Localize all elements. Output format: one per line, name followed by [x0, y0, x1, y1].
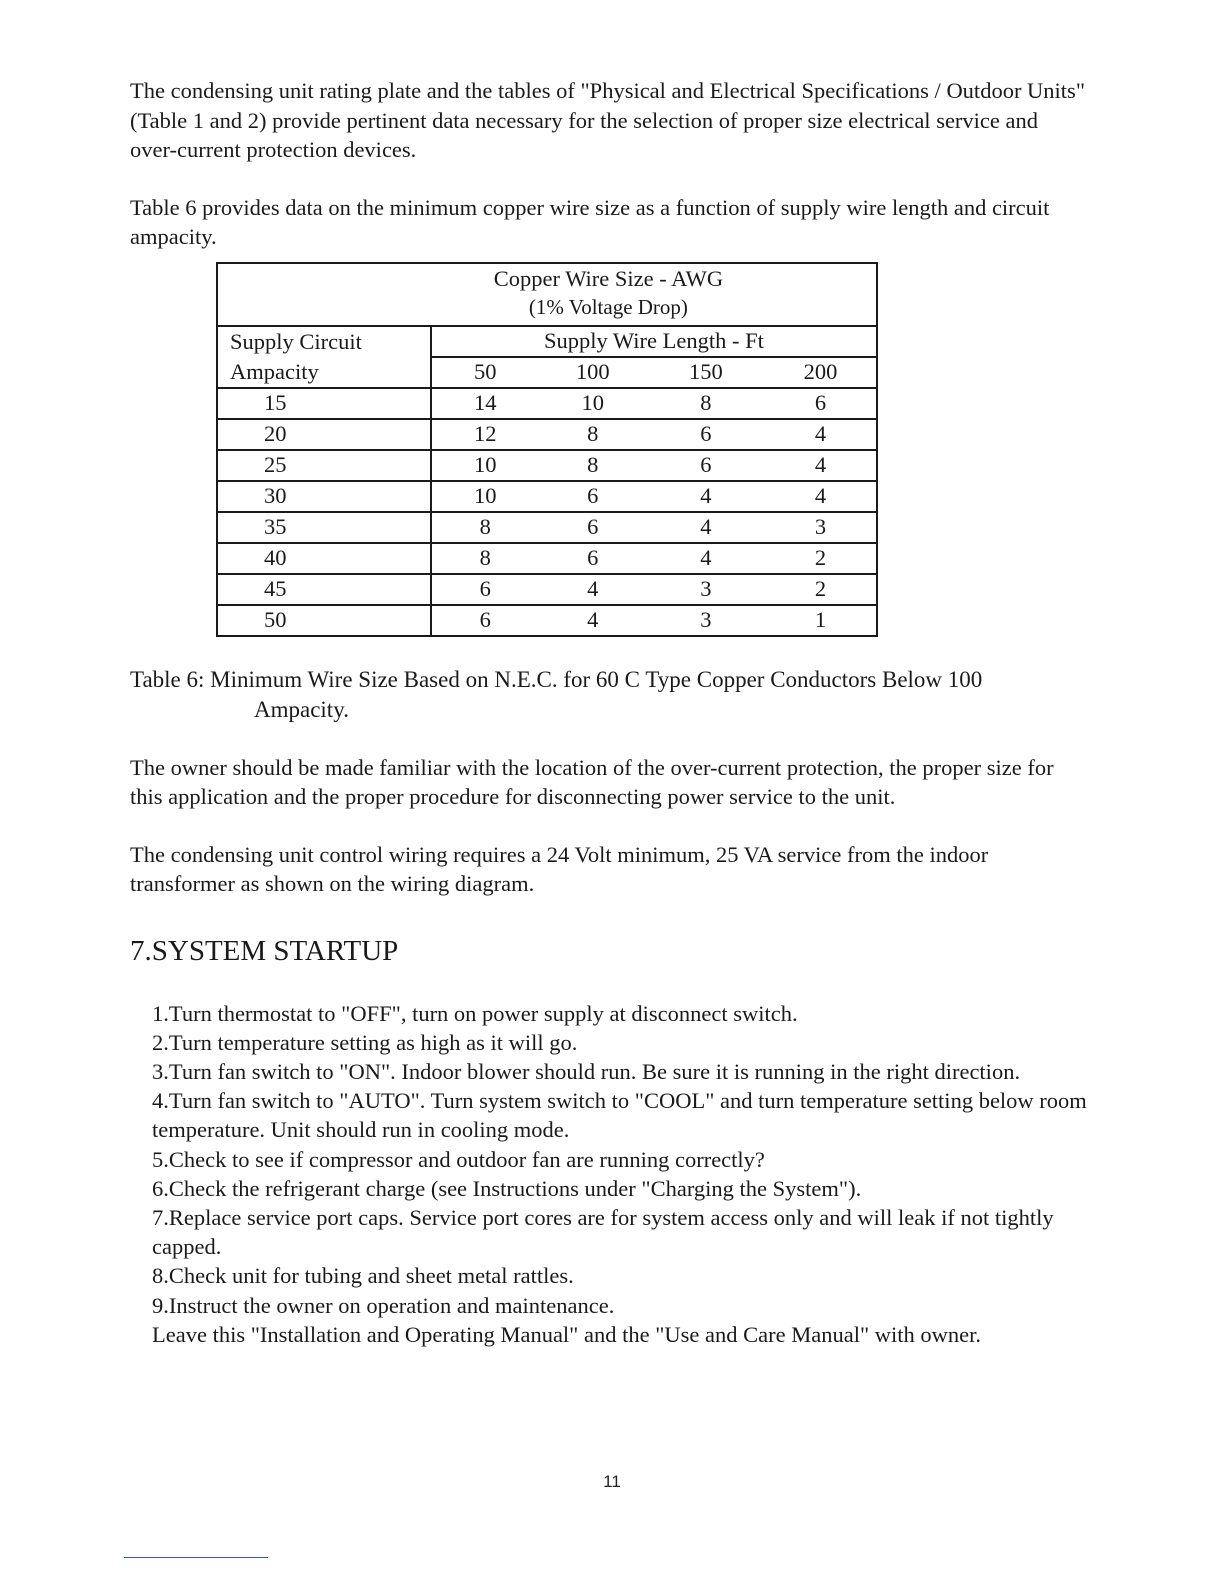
table-row — [217, 481, 877, 512]
table-row — [217, 574, 877, 605]
wire-size-cell: 4 — [765, 481, 877, 512]
wire-size-cell: 6 — [539, 543, 647, 574]
wire-size-cell: 10 — [539, 388, 647, 419]
wire-size-cell: 2 — [765, 574, 877, 605]
wire-size-cell: 4 — [539, 605, 647, 636]
section-heading: 7.SYSTEM STARTUP — [130, 934, 399, 967]
control-wiring-paragraph: The condensing unit control wiring requires a 24 Volt minimum, 25 VA service from the indoor transformer as shown on the wiring diagram. — [130, 841, 989, 896]
wire-size-cell: 6 — [647, 450, 765, 481]
list-item: 1.Turn thermostat to "OFF", turn on power supply at disconnect switch. — [152, 1000, 798, 1026]
wire-size-cell: 2 — [765, 543, 877, 574]
wire-size-cell: 8 — [539, 450, 647, 481]
table-caption — [130, 665, 1090, 725]
length-col-50: 50 — [431, 357, 539, 388]
footer-rule — [124, 1557, 268, 1558]
wire-size-cell: 8 — [431, 512, 539, 543]
wire-size-cell: 6 — [765, 388, 877, 419]
list-item: Leave this "Installation and Operating Manual" and the "Use and Care Manual" with owner. — [152, 1321, 982, 1347]
wire-size-cell: 3 — [647, 574, 765, 605]
table-title: Copper Wire Size - AWG — [493, 265, 724, 291]
table-title-cell — [431, 263, 877, 326]
table-row — [217, 450, 877, 481]
owner-paragraph: The owner should be made familiar with the location of the over-current protection, the proper size for this application and the proper procedure for disconnecting power service to the unit. — [130, 754, 1054, 809]
ampacity-cell: 35 — [217, 512, 431, 543]
ampacity-cell: 20 — [217, 419, 431, 450]
wire-size-cell: 4 — [765, 419, 877, 450]
wire-size-cell: 4 — [647, 543, 765, 574]
length-col-150: 150 — [647, 357, 765, 388]
wire-size-cell: 8 — [647, 388, 765, 419]
wire-size-cell: 6 — [539, 512, 647, 543]
ampacity-cell: 40 — [217, 543, 431, 574]
wire-size-cell: 6 — [539, 481, 647, 512]
wire-size-cell: 4 — [539, 574, 647, 605]
wire-size-table — [216, 262, 878, 637]
table-row — [217, 512, 877, 543]
row-label-header-2: Ampacity — [217, 357, 431, 388]
wire-size-cell: 3 — [647, 605, 765, 636]
list-item: 2.Turn temperature setting as high as it will go. — [152, 1029, 578, 1055]
ampacity-cell: 25 — [217, 450, 431, 481]
wire-size-cell: 4 — [765, 450, 877, 481]
startup-steps-list — [152, 999, 1090, 1349]
list-item: 8.Check unit for tubing and sheet metal rattles. — [152, 1263, 574, 1289]
table-subtitle: (1% Voltage Drop) — [528, 294, 688, 319]
list-item: 4.Turn fan switch to "AUTO". Turn system switch to "COOL" and turn temperature setting below room temperature. Unit should run in cooling mode. — [152, 1088, 1087, 1143]
wire-size-cell: 1 — [765, 605, 877, 636]
table-row — [217, 388, 877, 419]
wire-size-cell: 10 — [431, 450, 539, 481]
table-caption-line2: Ampacity. — [254, 696, 349, 722]
list-item: 6.Check the refrigerant charge (see Instructions under "Charging the System"). — [152, 1175, 862, 1201]
length-header: Supply Wire Length - Ft — [431, 326, 877, 357]
wire-size-cell: 12 — [431, 419, 539, 450]
wire-size-cell: 4 — [647, 512, 765, 543]
list-item: 9.Instruct the owner on operation and maintenance. — [152, 1292, 615, 1318]
list-item: 5.Check to see if compressor and outdoor fan are running correctly? — [152, 1146, 765, 1172]
wire-size-cell: 14 — [431, 388, 539, 419]
wire-size-cell: 6 — [647, 419, 765, 450]
list-item: 7.Replace service port caps. Service port cores are for system access only and will leak if not tightly capped. — [152, 1204, 1054, 1260]
wire-size-cell: 8 — [431, 543, 539, 574]
page-number: 11 — [603, 1472, 621, 1491]
ampacity-cell: 30 — [217, 481, 431, 512]
table-caption-line1: Table 6: Minimum Wire Size Based on N.E.C. for 60 C Type Copper Conductors Below 100 — [130, 666, 983, 692]
ampacity-cell: 45 — [217, 574, 431, 605]
row-label-header: Supply Circuit — [217, 326, 431, 357]
wire-size-cell: 4 — [647, 481, 765, 512]
ampacity-cell: 50 — [217, 605, 431, 636]
list-item: 3.Turn fan switch to "ON". Indoor blower should run. Be sure it is running in the right direction. — [152, 1058, 1021, 1084]
wire-size-cell: 10 — [431, 481, 539, 512]
wire-size-cell: 3 — [765, 512, 877, 543]
intro-paragraph: The condensing unit rating plate and the tables of "Physical and Electrical Specifications / Outdoor Units" (Table 1 and 2) provide pertinent data necessary for the selection of proper size electrical service and over-current protection devices. — [130, 78, 1085, 162]
document-page — [130, 76, 1090, 1349]
wire-size-cell: 6 — [431, 605, 539, 636]
table-reference-paragraph: Table 6 provides data on the minimum copper wire size as a function of supply wire length and circuit ampacity. — [130, 194, 1050, 249]
table-row — [217, 605, 877, 636]
wire-size-cell: 6 — [431, 574, 539, 605]
table-row — [217, 543, 877, 574]
length-col-200: 200 — [765, 357, 877, 388]
wire-size-cell: 8 — [539, 419, 647, 450]
ampacity-cell: 15 — [217, 388, 431, 419]
length-col-100: 100 — [539, 357, 647, 388]
table-row — [217, 419, 877, 450]
